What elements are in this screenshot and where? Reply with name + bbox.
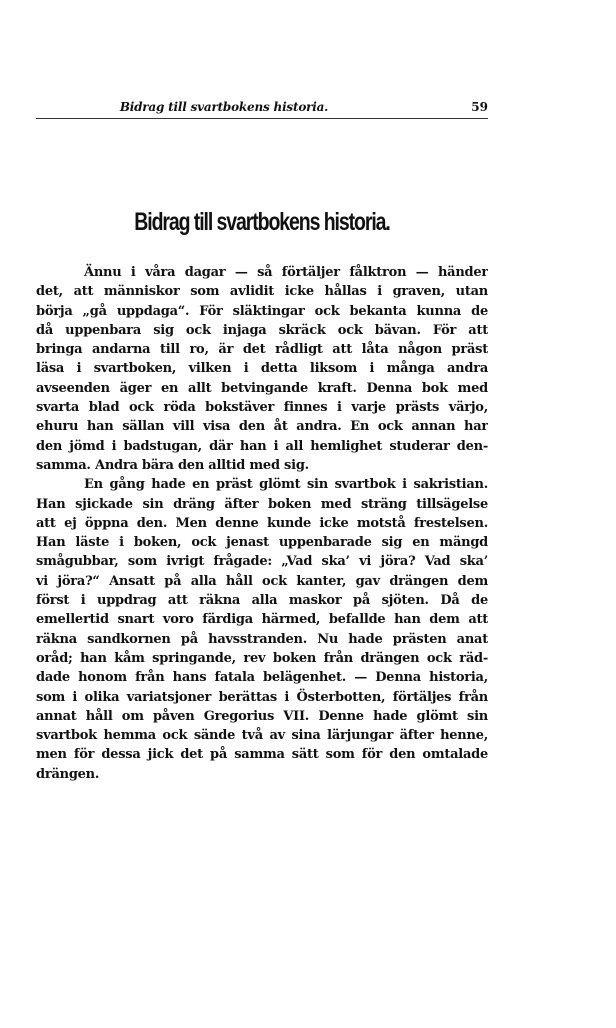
running-head bbox=[36, 100, 488, 122]
text-line: emellertid snart voro färdiga härmed, befallde han dem att bbox=[36, 612, 488, 628]
text-line: som i olika variatsjoner berättas i Österbotten, förtäljes från bbox=[36, 689, 488, 705]
running-title: Bidrag till svartbokens historia. bbox=[119, 100, 329, 114]
text-line: Ännu i våra dagar — så förtäljer fålktron — händer bbox=[84, 265, 488, 280]
paragraph-2 bbox=[36, 475, 488, 784]
text-line: smågubbar, som ivrigt frågade: „Vad ska’ vi jöra? Vad ska’ bbox=[36, 554, 488, 570]
text-line: Han sjickade sin dräng äfter boken med sträng tillsägelse bbox=[36, 496, 488, 512]
text-line: En gång hade en präst glömt sin svartbok i sakristian. bbox=[84, 477, 488, 493]
text-line: vi jöra?“ Ansatt på alla håll ock kanter, gav drängen dem bbox=[36, 573, 488, 589]
header-rule bbox=[36, 118, 488, 119]
text-line: avseenden äger en allt betvingande kraft. Denna bok med bbox=[36, 380, 488, 396]
body-text bbox=[36, 263, 488, 784]
text-line: först i uppdrag att räkna alla maskor på sjöten. Då de bbox=[36, 593, 488, 609]
text-line: oråd; han kåm springande, rev boken från drängen ock räd- bbox=[36, 650, 488, 666]
text-line: räkna sandkornen på havsstranden. Nu hade prästen anat bbox=[36, 631, 488, 647]
text-line: det, att människor som avlidit icke hållas i graven, utan bbox=[36, 284, 488, 300]
text-line: att ej öppna den. Men denne kunde icke motstå frestelsen. bbox=[36, 515, 488, 531]
text-line: svarta blad ock röda bokstäver finnes i varje prästs värjo, bbox=[36, 400, 488, 416]
text-line: samma. Andra bära den alltid med sig. bbox=[36, 457, 309, 473]
text-line: annat håll om påven Gregorius VII. Denne hade glömt sin bbox=[36, 708, 488, 724]
text-line: svartbok hemma ock sände två av sina lärjungar äfter henne, bbox=[36, 728, 488, 744]
paragraph-1 bbox=[36, 263, 488, 475]
text-line: läsa i svartboken, vilken i detta liksom i många andra bbox=[36, 361, 488, 377]
text-line: ehuru han sällan vill visa den åt andra. En ock annan har bbox=[36, 419, 488, 435]
page-number: 59 bbox=[471, 100, 488, 114]
text-line: dade honom från hans fatala belägenhet. — Denna historia, bbox=[36, 670, 488, 686]
text-line: den jömd i badstugan, där han i all hemlighet studerar den- bbox=[36, 438, 488, 454]
text-line: bringa andarna till ro, är det rådligt att låta någon präst bbox=[36, 342, 488, 358]
text-line: drängen. bbox=[36, 766, 100, 782]
text-line: Han läste i boken, ock jenast uppenbarade sig en mängd bbox=[36, 535, 488, 551]
text-line: börja „gå uppdaga“. För släktingar ock bekanta kunna de bbox=[36, 303, 488, 319]
text-line: men för dessa jick det på samma sätt som för den omtalade bbox=[36, 747, 488, 763]
chapter-title: Bidrag till svartbokens historia. bbox=[134, 208, 390, 236]
text-line: då uppenbara sig ock injaga skräck ock bävan. För att bbox=[36, 322, 488, 338]
